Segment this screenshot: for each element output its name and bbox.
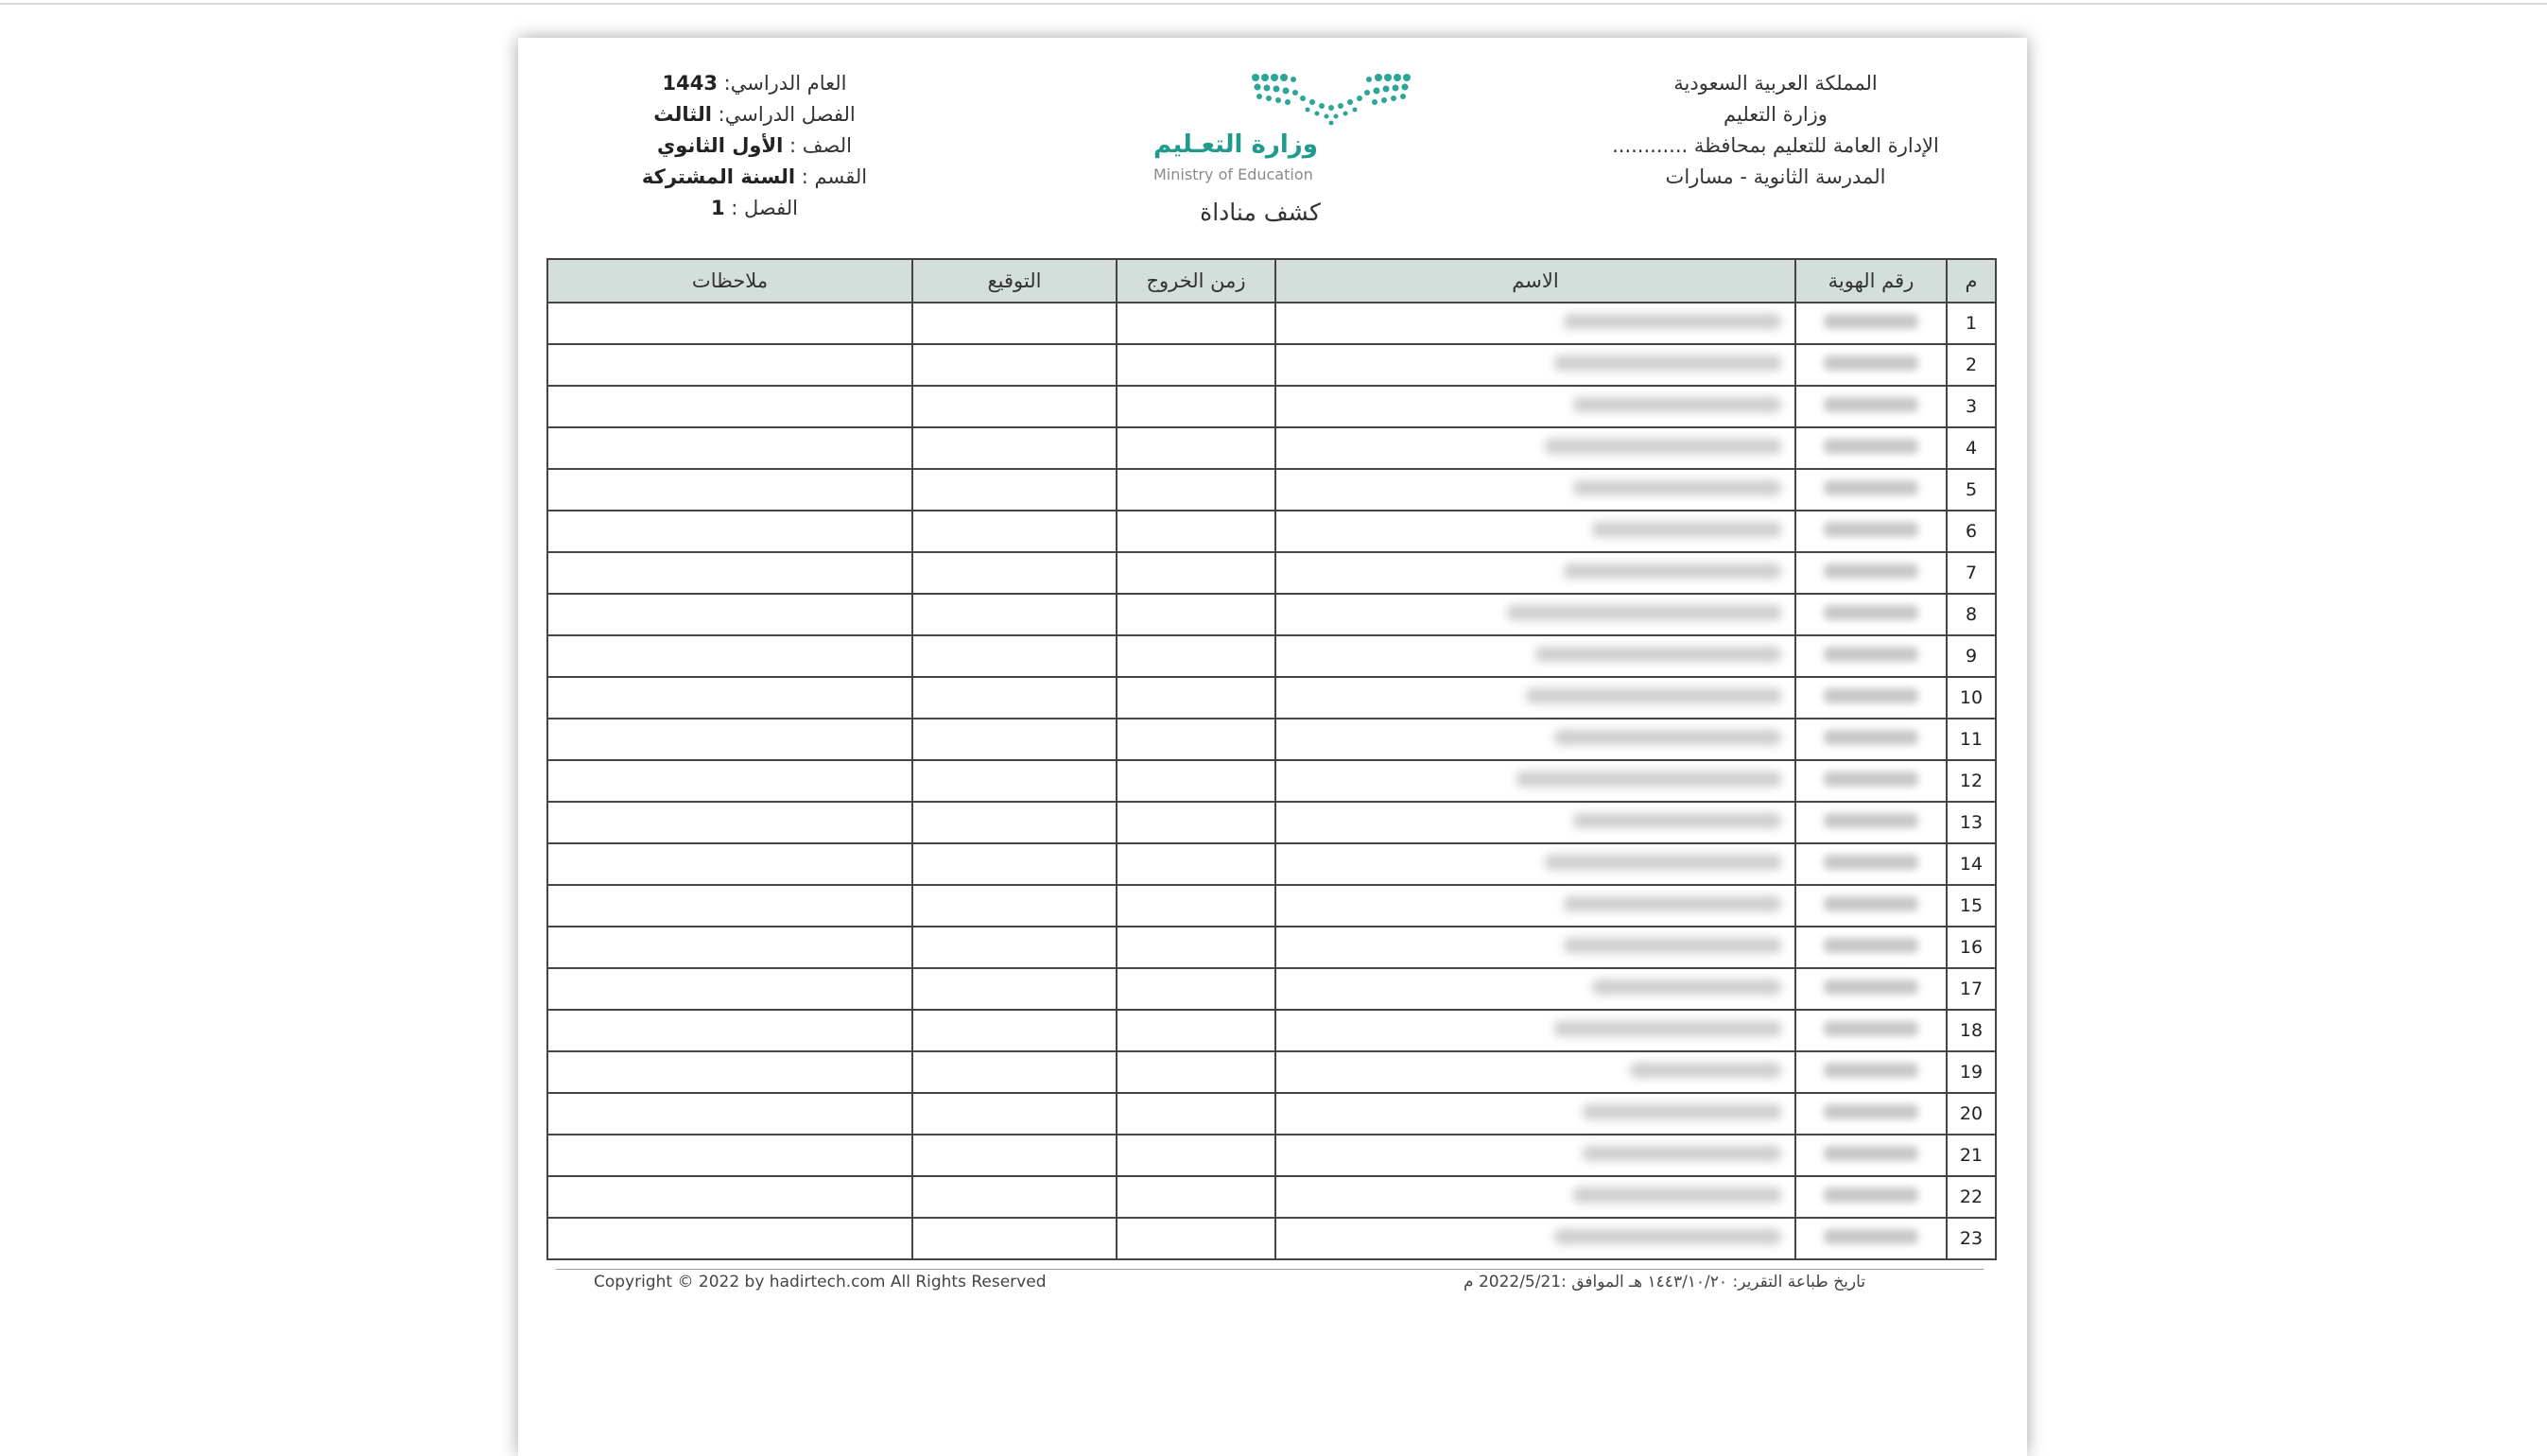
row-id-redacted [1795,552,1947,594]
row-exit-time [1117,885,1275,927]
row-exit-time [1117,843,1275,885]
table-row [547,552,1996,594]
row-exit-time [1117,469,1275,511]
row-signature [912,885,1117,927]
semester: الفصل الدراسي: الثالث [653,103,856,126]
logo-arabic-text: وزارة التعـليم [1153,130,1318,159]
row-signature [912,843,1117,885]
redacted-id [1824,979,1918,995]
redacted-name [1573,397,1781,412]
row-name-redacted [1275,1135,1795,1176]
footer-divider [556,1269,1984,1270]
row-name-redacted [1275,885,1795,927]
row-notes [547,760,912,802]
redacted-name [1592,522,1781,537]
row-name-redacted [1275,1218,1795,1259]
row-notes [547,802,912,843]
row-name-redacted [1275,344,1795,386]
redacted-name [1535,647,1781,662]
row-signature [912,1176,1117,1218]
row-id-redacted [1795,802,1947,843]
row-notes [547,968,912,1010]
redacted-id [1824,1063,1918,1078]
row-id-redacted [1795,427,1947,469]
row-number: 14 [1947,843,1996,885]
redacted-id [1824,813,1918,828]
row-signature [912,1218,1117,1259]
redacted-id [1824,855,1918,870]
table-row [547,427,1996,469]
row-name-redacted [1275,1051,1795,1093]
row-exit-time [1117,635,1275,677]
row-number: 9 [1947,635,1996,677]
row-name-redacted [1275,386,1795,427]
row-name-redacted [1275,760,1795,802]
table-row [547,927,1996,968]
table-row [547,386,1996,427]
row-name-redacted [1275,635,1795,677]
row-signature [912,1051,1117,1093]
row-notes [547,1051,912,1093]
row-exit-time [1117,594,1275,635]
redacted-name [1564,563,1781,579]
report-page [518,38,2027,1456]
row-id-redacted [1795,927,1947,968]
table-row [547,635,1996,677]
redacted-name [1554,1229,1781,1244]
row-id-redacted [1795,1051,1947,1093]
row-notes [547,303,912,344]
column-header-signature: التوقيع [912,259,1117,303]
row-notes [547,1093,912,1135]
row-name-redacted [1275,719,1795,760]
column-header-number: م [1947,259,1996,303]
row-name-redacted [1275,552,1795,594]
row-notes [547,1010,912,1051]
ministry-name: وزارة التعليم [1724,103,1828,126]
row-signature [912,719,1117,760]
table-row [547,677,1996,719]
table-row [547,511,1996,552]
redacted-name [1564,896,1781,911]
column-header-notes: ملاحظات [547,259,912,303]
row-notes [547,552,912,594]
row-number: 22 [1947,1176,1996,1218]
row-id-redacted [1795,386,1947,427]
row-name-redacted [1275,469,1795,511]
redacted-id [1824,1104,1918,1119]
country-name: المملكة العربية السعودية [1673,72,1878,95]
row-exit-time [1117,1051,1275,1093]
document-title: كشف مناداة [1200,199,1321,226]
row-name-redacted [1275,1176,1795,1218]
row-exit-time [1117,719,1275,760]
row-signature [912,677,1117,719]
redacted-id [1824,397,1918,412]
redacted-name [1554,730,1781,745]
row-name-redacted [1275,843,1795,885]
class-number: الفصل : 1 [710,197,799,219]
row-id-redacted [1795,1093,1947,1135]
row-id-redacted [1795,1010,1947,1051]
redacted-id [1824,938,1918,953]
row-exit-time [1117,344,1275,386]
table-row [547,1135,1996,1176]
redacted-name [1592,979,1781,995]
row-name-redacted [1275,802,1795,843]
redacted-id [1824,647,1918,662]
table-row [547,303,1996,344]
row-notes [547,677,912,719]
row-exit-time [1117,1176,1275,1218]
row-signature [912,552,1117,594]
row-id-redacted [1795,511,1947,552]
grade: الصف : الأول الثانوي [657,134,852,157]
row-id-redacted [1795,968,1947,1010]
redacted-name [1583,1146,1781,1161]
redacted-name [1545,855,1781,870]
redacted-id [1824,1021,1918,1036]
redacted-id [1824,896,1918,911]
row-name-redacted [1275,677,1795,719]
redacted-name [1516,771,1781,787]
redacted-id [1824,730,1918,745]
redacted-name [1630,1063,1781,1078]
table-row [547,843,1996,885]
row-notes [547,635,912,677]
row-id-redacted [1795,469,1947,511]
redacted-id [1824,1187,1918,1203]
row-signature [912,469,1117,511]
top-divider [0,3,2547,5]
row-exit-time [1117,552,1275,594]
row-number: 5 [1947,469,1996,511]
row-number: 13 [1947,802,1996,843]
table-row [547,344,1996,386]
row-name-redacted [1275,1093,1795,1135]
table-row [547,760,1996,802]
row-number: 18 [1947,1010,1996,1051]
redacted-id [1824,314,1918,329]
copyright-notice: Copyright © 2022 by hadirtech.com All Rights Reserved [594,1273,1047,1291]
row-id-redacted [1795,843,1947,885]
row-signature [912,594,1117,635]
row-signature [912,802,1117,843]
row-id-redacted [1795,594,1947,635]
row-id-redacted [1795,1218,1947,1259]
redacted-id [1824,480,1918,495]
row-number: 20 [1947,1093,1996,1135]
redacted-id [1824,1146,1918,1161]
redacted-name [1573,813,1781,828]
row-notes [547,1176,912,1218]
academic-year: العام الدراسي: 1443 [662,72,847,95]
table-row [547,968,1996,1010]
directorate-name: الإدارة العامة للتعليم بمحافظة ............ [1612,134,1939,157]
header-class-info [594,68,915,224]
row-name-redacted [1275,511,1795,552]
row-number: 19 [1947,1051,1996,1093]
redacted-name [1564,314,1781,329]
redacted-id [1824,605,1918,620]
redacted-name [1583,1104,1781,1119]
row-number: 2 [1947,344,1996,386]
row-exit-time [1117,968,1275,1010]
row-exit-time [1117,1010,1275,1051]
row-signature [912,1135,1117,1176]
row-exit-time [1117,1218,1275,1259]
row-number: 8 [1947,594,1996,635]
redacted-id [1824,688,1918,703]
row-number: 12 [1947,760,1996,802]
row-number: 1 [1947,303,1996,344]
row-notes [547,469,912,511]
logo-english-text: Ministry of Education [1153,165,1313,183]
row-notes [547,511,912,552]
row-signature [912,968,1117,1010]
row-notes [547,927,912,968]
redacted-name [1554,355,1781,371]
row-id-redacted [1795,677,1947,719]
row-name-redacted [1275,303,1795,344]
row-signature [912,344,1117,386]
table-row [547,1218,1996,1259]
row-id-redacted [1795,635,1947,677]
table-row [547,469,1996,511]
redacted-id [1824,355,1918,371]
redacted-id [1824,522,1918,537]
row-number: 23 [1947,1218,1996,1259]
row-number: 4 [1947,427,1996,469]
row-number: 10 [1947,677,1996,719]
redacted-name [1507,605,1781,620]
redacted-name [1564,938,1781,953]
print-date: تاريخ طباعة التقرير: ١٤٤٣/١٠/٢٠ هـ الموافق :2022/5/21 م [1464,1273,1866,1291]
row-notes [547,344,912,386]
row-number: 21 [1947,1135,1996,1176]
row-name-redacted [1275,968,1795,1010]
row-signature [912,386,1117,427]
row-id-redacted [1795,719,1947,760]
row-notes [547,1218,912,1259]
redacted-name [1573,1187,1781,1203]
row-exit-time [1117,802,1275,843]
table-row [547,802,1996,843]
row-notes [547,843,912,885]
redacted-name [1554,1021,1781,1036]
row-exit-time [1117,303,1275,344]
row-notes [547,386,912,427]
table-row [547,1093,1996,1135]
row-id-redacted [1795,303,1947,344]
row-exit-time [1117,511,1275,552]
row-signature [912,635,1117,677]
row-number: 17 [1947,968,1996,1010]
row-id-redacted [1795,1176,1947,1218]
row-exit-time [1117,677,1275,719]
row-exit-time [1117,927,1275,968]
row-id-redacted [1795,1135,1947,1176]
row-signature [912,927,1117,968]
column-header-exit-time: زمن الخروج [1117,259,1275,303]
redacted-id [1824,1229,1918,1244]
table-row [547,1051,1996,1093]
redacted-name [1526,688,1781,703]
row-exit-time [1117,1135,1275,1176]
row-number: 15 [1947,885,1996,927]
header-ministry-block [1530,68,2021,193]
row-exit-time [1117,760,1275,802]
row-notes [547,594,912,635]
row-id-redacted [1795,885,1947,927]
row-id-redacted [1795,760,1947,802]
column-header-name: الاسم [1275,259,1795,303]
redacted-id [1824,439,1918,454]
row-signature [912,427,1117,469]
row-exit-time [1117,386,1275,427]
table-row [547,719,1996,760]
table-row [547,1176,1996,1218]
school-name: المدرسة الثانوية - مسارات [1665,165,1886,188]
redacted-name [1573,480,1781,495]
row-name-redacted [1275,427,1795,469]
row-number: 3 [1947,386,1996,427]
row-name-redacted [1275,1010,1795,1051]
row-id-redacted [1795,344,1947,386]
row-name-redacted [1275,927,1795,968]
row-exit-time [1117,1093,1275,1135]
row-number: 7 [1947,552,1996,594]
column-header-id: رقم الهوية [1795,259,1947,303]
row-signature [912,1010,1117,1051]
row-notes [547,719,912,760]
row-notes [547,885,912,927]
row-signature [912,511,1117,552]
department: القسم : السنة المشتركة [641,165,868,188]
row-notes [547,427,912,469]
attendance-table [546,258,1997,1260]
row-signature [912,303,1117,344]
table-row [547,594,1996,635]
row-number: 16 [1947,927,1996,968]
row-exit-time [1117,427,1275,469]
table-row [547,1010,1996,1051]
row-signature [912,760,1117,802]
row-number: 6 [1947,511,1996,552]
row-notes [547,1135,912,1176]
row-name-redacted [1275,594,1795,635]
redacted-id [1824,771,1918,787]
row-signature [912,1093,1117,1135]
redacted-id [1824,563,1918,579]
table-header-row [547,259,1996,303]
row-number: 11 [1947,719,1996,760]
redacted-name [1545,439,1781,454]
table-row [547,885,1996,927]
